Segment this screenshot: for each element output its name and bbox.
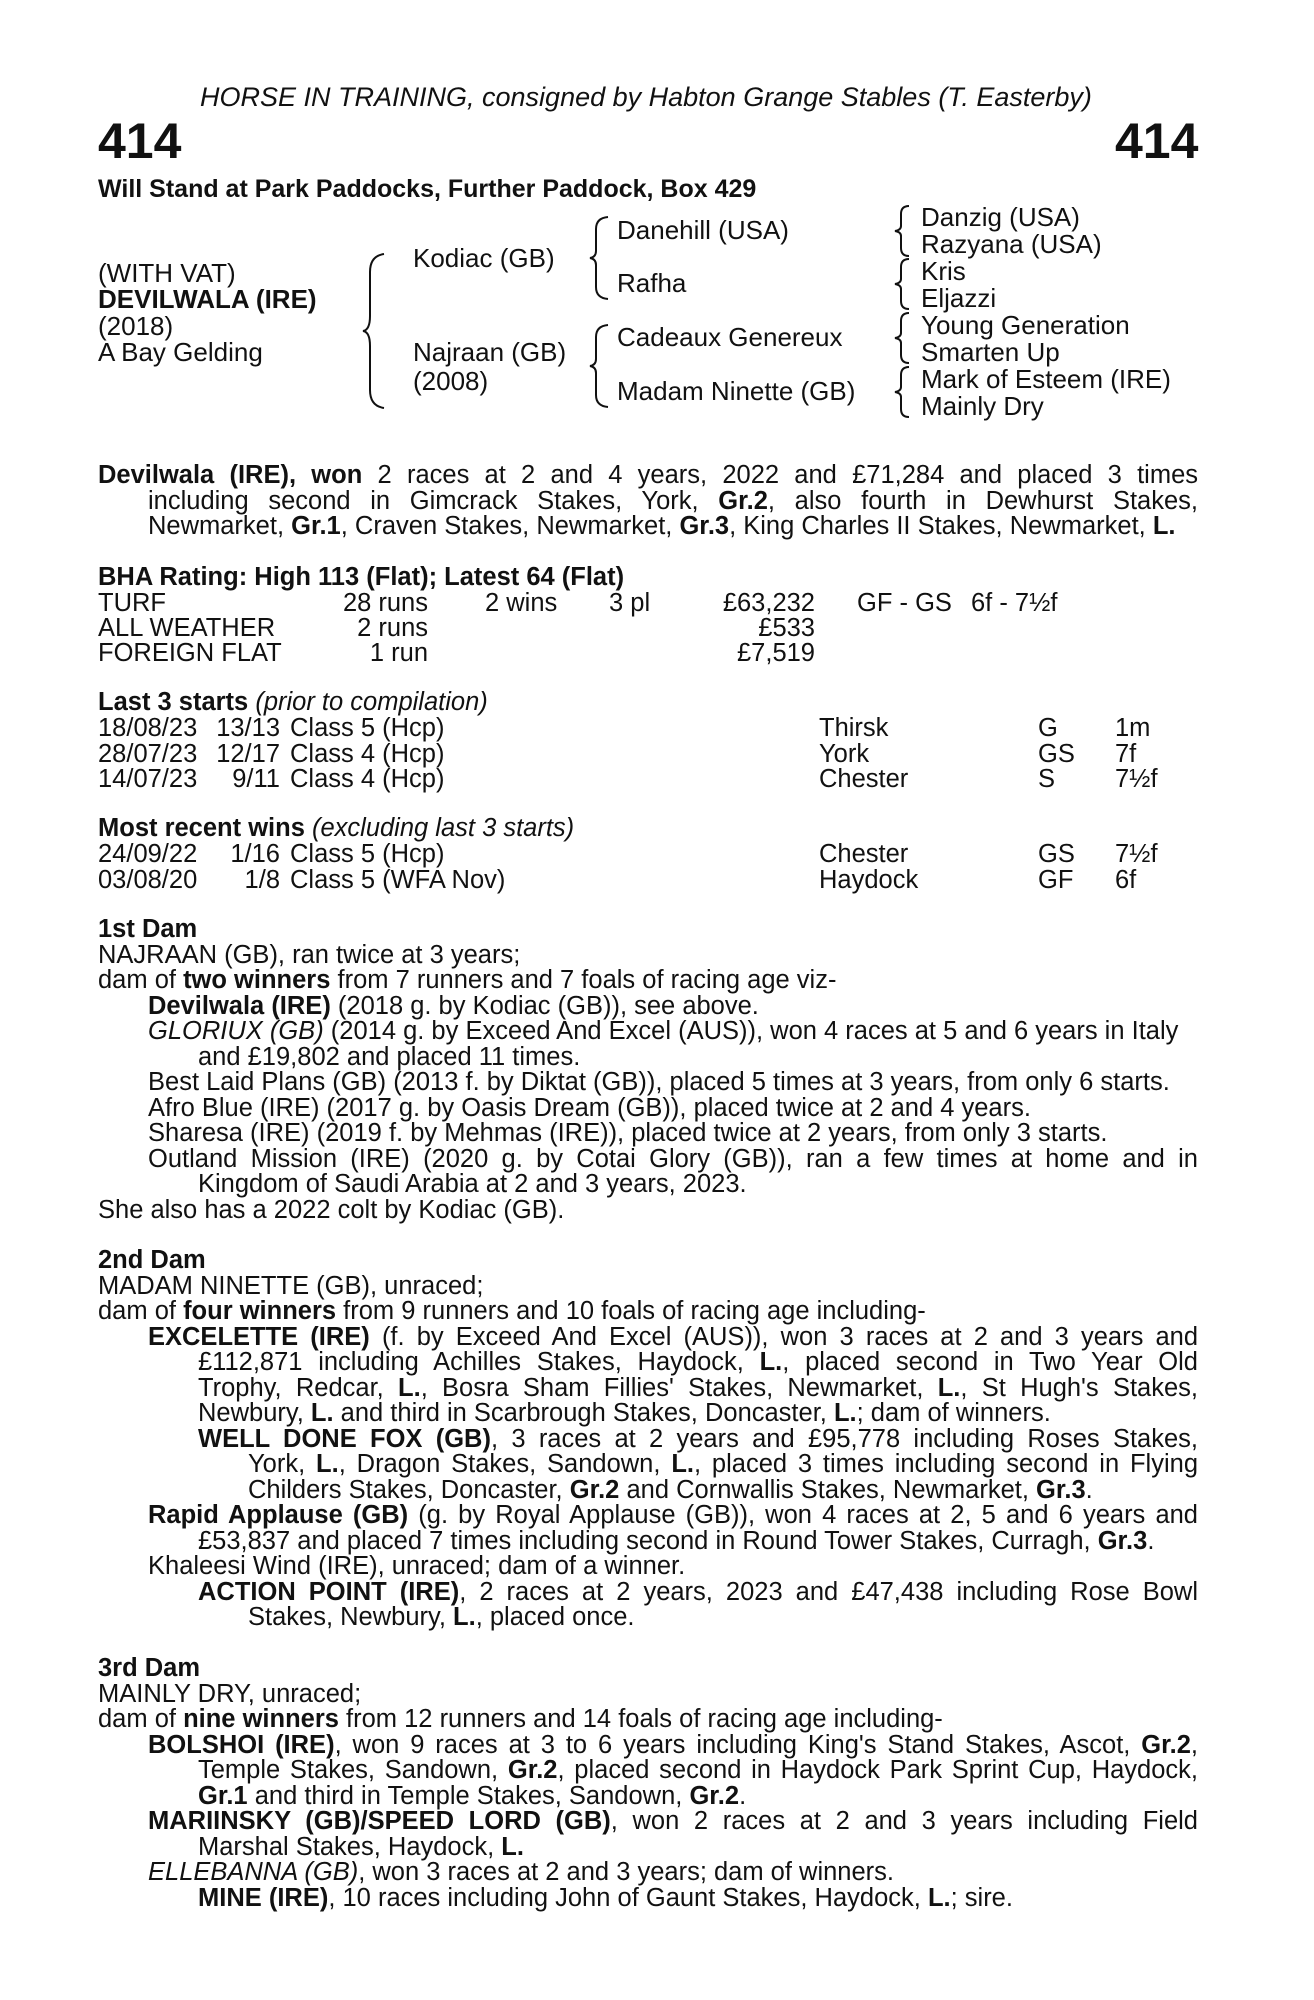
recent-going: GF xyxy=(1038,865,1074,894)
last3-position: 9/11 xyxy=(232,765,280,793)
listed-badge: L. xyxy=(453,1603,476,1631)
horse-name: DEVILWALA (IRE) xyxy=(98,284,317,314)
excelette-line-1: (f. by Exceed And Excel (AUS)), won 3 races at 2 and 3 years and xyxy=(381,1322,1198,1351)
last3-position: 13/13 xyxy=(216,714,280,742)
race-summary xyxy=(98,463,1198,540)
recent-heading xyxy=(98,816,574,842)
brace-ss xyxy=(893,204,913,258)
third-dam-title: 3rd Dam xyxy=(98,1654,201,1682)
rating-surface: ALL WEATHER xyxy=(98,614,276,642)
gr2-badge: Gr.2 xyxy=(689,1781,740,1810)
gen3-dss: Young Generation xyxy=(921,310,1130,340)
rating-surface: TURF xyxy=(98,589,166,617)
action-point-line-1: , 2 races at 2 years, 2023 and £47,438 including Rose Bowl xyxy=(459,1577,1198,1606)
rating-going: GF - GS xyxy=(857,589,952,617)
mine-line-1b: ; sire. xyxy=(950,1883,1013,1912)
produce-gloriux: GLORIUX (GB) xyxy=(148,1017,324,1045)
stand-location: Will Stand at Park Paddocks, Further Paddock, Box 429 xyxy=(98,175,757,203)
recent-course: Chester xyxy=(819,840,909,868)
lot-number-left: 414 xyxy=(98,113,182,169)
listed-badge: L. xyxy=(310,1399,334,1427)
gr2-badge: Gr.2 xyxy=(569,1475,620,1504)
produce-well-done-fox: WELL DONE FOX (GB) xyxy=(198,1424,491,1453)
gr2-badge: Gr.2 xyxy=(1141,1730,1191,1759)
summary-gr2: Gr.2 xyxy=(718,486,768,515)
produce-mine: MINE (IRE) xyxy=(198,1883,329,1912)
produce-bolshoi: BOLSHOI (IRE) xyxy=(148,1730,335,1759)
gen3-dsd: Smarten Up xyxy=(921,337,1060,367)
recent-position: 1/8 xyxy=(244,865,280,894)
produce-gloriux-desc-2: and £19,802 and placed 11 times. xyxy=(198,1042,581,1071)
sire-dam: Rafha xyxy=(617,268,687,298)
third-dam-l2a: dam of xyxy=(98,1705,176,1733)
excelette-line-3a: Trophy, Redcar, xyxy=(198,1373,384,1402)
last3-distance: 1m xyxy=(1115,714,1151,742)
listed-badge: L. xyxy=(927,1883,951,1912)
third-dam-section: 3rd Dam MAINLY DRY, unraced; dam of nine winners from 12 runners and 14 foals of racing age including- BOLSHOI (IRE), won 9 races at 3 to 6 years including King's Stand Stakes, Ascot, Gr.2, Temple Stakes, Sandown, Gr.2, placed second in Haydock Park Sprint Cup, Haydock, Gr.1 and third in Temple Stakes, Sandown, Gr.2. MARIINSKY (GB)/SPEED LORD (GB), won 2 races at 2 and 3 years including Field Marshal Stakes, Haydock, L. ELLEBANNA (GB), won 3 races at 2 and 3 years; dam of winners. MINE (IRE), 10 races including John of Gaunt Stakes, Haydock, L.; sire. xyxy=(98,1654,1198,1912)
action-point-line-2a: Stakes, Newbury, xyxy=(248,1603,446,1631)
pedigree-brace-dam xyxy=(588,323,612,409)
bolshoi-line-1: , won 9 races at 3 to 6 years including King's Stand Stakes, Ascot, xyxy=(334,1730,1131,1759)
rating-title: BHA Rating: High 113 (Flat); Latest 64 (Flat) xyxy=(98,563,625,591)
last3-date: 18/08/23 xyxy=(98,714,198,742)
rating-prize-money: £7,519 xyxy=(737,639,815,667)
recent-going: GS xyxy=(1038,840,1075,868)
listed-badge: L. xyxy=(316,1450,339,1478)
rating-prize-money: £533 xyxy=(758,614,815,642)
last3-position: 12/17 xyxy=(216,739,280,768)
produce-sharesa: Sharesa (IRE) (2019 f. by Mehmas (IRE)), placed twice at 2 years, from only 3 starts. xyxy=(148,1119,1108,1147)
summary-line-2b: , also fourth in Dewhurst Stakes, xyxy=(767,486,1198,515)
listed-badge: L. xyxy=(833,1399,857,1427)
well-done-fox-line-3b: and Cornwallis Stakes, Newmarket, xyxy=(626,1475,1029,1504)
last3-date: 28/07/23 xyxy=(98,739,198,768)
produce-excelette: EXCELETTE (IRE) xyxy=(148,1322,370,1351)
first-dam-l2a: dam of xyxy=(98,966,176,994)
first-dam-section xyxy=(98,917,1198,1223)
gen3-sdd: Eljazzi xyxy=(921,283,997,313)
third-dam-l2c: from 12 runners and 14 foals of racing age including- xyxy=(346,1705,943,1733)
recent-class: Class 5 (Hcp) xyxy=(290,840,445,868)
consignor-line: HORSE IN TRAINING, consigned by Habton Grange Stables (T. Easterby) xyxy=(200,82,1092,112)
gen3-sss: Danzig (USA) xyxy=(921,202,1080,232)
last3-class: Class 5 (Hcp) xyxy=(290,714,445,742)
excelette-line-2b: , placed second in Two Year Old xyxy=(782,1348,1198,1376)
well-done-fox-line-2b: , Dragon Stakes, Sandown, xyxy=(338,1450,661,1478)
dam-sire: Cadeaux Genereux xyxy=(617,322,843,352)
second-dam-l2c: from 9 runners and 10 foals of racing age including- xyxy=(343,1297,926,1325)
ellebanna-line-1: , won 3 races at 2 and 3 years; dam of winners. xyxy=(358,1858,894,1886)
second-dam-title: 2nd Dam xyxy=(98,1246,206,1274)
lot-number-right: 414 xyxy=(1115,113,1199,169)
last3-class: Class 4 (Hcp) xyxy=(290,739,445,768)
summary-gr1: Gr.1 xyxy=(291,512,341,540)
produce-devilwala: Devilwala (IRE) xyxy=(148,991,331,1020)
bolshoi-line-2a: Temple Stakes, Sandown, xyxy=(198,1756,499,1784)
recent-course: Haydock xyxy=(819,865,919,894)
sire-name: Kodiac (GB) xyxy=(413,243,555,273)
last3-going: G xyxy=(1038,714,1058,742)
horse-year: (2018) xyxy=(98,311,174,341)
second-dam-line-1: MADAM NINETTE (GB), unraced; xyxy=(98,1271,484,1300)
bolshoi-line-3: and third in Temple Stakes, Sandown, xyxy=(254,1781,683,1810)
last3-course: Thirsk xyxy=(819,714,889,742)
excelette-line-3b: , Bosra Sham Fillies' Stakes, Newmarket, xyxy=(420,1373,924,1402)
dam-name: Najraan (GB) xyxy=(413,337,567,367)
first-dam-footer: She also has a 2022 colt by Kodiac (GB). xyxy=(98,1195,565,1224)
gr3-badge: Gr.3 xyxy=(1036,1475,1086,1504)
rapid-applause-line-2: £53,837 and placed 7 times including second in Round Tower Stakes, Curragh, xyxy=(198,1526,1091,1555)
rating-prize-money: £63,232 xyxy=(722,589,815,617)
rating-runs: 2 runs xyxy=(357,614,428,642)
mariinsky-line-2: Marshal Stakes, Haydock, xyxy=(198,1832,495,1861)
excelette-line-4b: and third in Scarbrough Stakes, Doncaster, xyxy=(340,1399,827,1427)
rapid-applause-line-1: (g. by Royal Applause (GB)), won 4 races at 2, 5 and 6 years and xyxy=(418,1501,1198,1529)
produce-mariinsky: MARIINSKY (GB)/SPEED LORD (GB) xyxy=(148,1807,611,1835)
gen3-ssd: Razyana (USA) xyxy=(921,229,1102,259)
excelette-line-3c: , St Hugh's Stakes, xyxy=(960,1373,1198,1402)
second-dam-l2b: four winners xyxy=(183,1297,337,1325)
produce-gloriux-desc: (2014 g. by Exceed And Excel (AUS)), won 4 races at 5 and 6 years in Italy xyxy=(330,1017,1179,1045)
summary-line-3a: Newmarket, xyxy=(148,512,285,540)
excelette-line-4c: ; dam of winners. xyxy=(856,1399,1051,1427)
rating-places: 3 pl xyxy=(609,589,651,617)
pedigree-brace-sire xyxy=(588,215,612,301)
listed-badge: L. xyxy=(671,1450,694,1478)
recent-note: (excluding last 3 starts) xyxy=(311,814,575,842)
first-dam-line-1: NAJRAAN (GB), ran twice at 3 years; xyxy=(98,940,521,969)
excelette-line-4a: Newbury, xyxy=(198,1399,304,1427)
well-done-fox-line-2c: , placed 3 times including second in Flying xyxy=(693,1450,1199,1478)
rating-runs: 1 run xyxy=(369,639,428,667)
third-dam-line-1: MAINLY DRY, unraced; xyxy=(98,1679,362,1708)
last3-course: Chester xyxy=(819,765,909,793)
first-dam-l2c: from 7 runners and 7 foals of racing age viz- xyxy=(337,966,837,994)
produce-action-point: ACTION POINT (IRE) xyxy=(198,1577,460,1606)
last3-going: GS xyxy=(1038,739,1075,768)
last3-note: (prior to compilation) xyxy=(255,688,488,716)
last3-date: 14/07/23 xyxy=(98,765,198,793)
last3-course: York xyxy=(819,739,870,768)
gen3-sds: Kris xyxy=(921,256,966,286)
horse-description: A Bay Gelding xyxy=(98,337,263,367)
summary-listed: L. xyxy=(1152,512,1176,540)
produce-best-laid-plans: Best Laid Plans (GB) (2013 f. by Diktat (GB)), placed 5 times at 3 years, from only 6 starts. xyxy=(148,1068,1170,1096)
summary-gr3: Gr.3 xyxy=(679,512,730,540)
second-dam-section: 2nd Dam MADAM NINETTE (GB), unraced; dam of four winners from 9 runners and 10 foals of racing age including- EXCELETTE (IRE) (f. by Exceed And Excel (AUS)), won 3 races at 2 and 3 years and £112,871 including Achilles Stakes, Haydock, L., placed second in Two Year Old Trophy, Redcar, L., Bosra Sham Fillies' Stakes, Newmarket, L., St Hugh's Stakes, Newbury, L. and third in Scarbrough Stakes, Doncaster, L.; dam of winners. WELL DONE FOX (GB), 3 races at 2 years and £95,778 including Roses Stakes, York, L., Dragon Stakes, Sandown, L., placed 3 times including second in Flying Childers Stakes, Doncaster, Gr.2 and Cornwallis Stakes, Newmarket, Gr.3. Rapid Applause (GB) (g. by Royal Applause (GB)), won 4 races at 2, 5 and 6 years and £53,837 and placed 7 times including second in Round Tower Stakes, Curragh, Gr.3. Khaleesi Wind (IRE), unraced; dam of a winner. ACTION POINT (IRE), 2 races at 2 years, 2023 and £47,438 including Rose Bowl Stakes, Newbury, L., placed once. xyxy=(98,1246,1199,1631)
gr1-badge: Gr.1 xyxy=(198,1781,248,1810)
gen3-dds: Mark of Esteem (IRE) xyxy=(921,364,1171,394)
last3-going: S xyxy=(1038,765,1056,793)
recent-distance: 6f xyxy=(1115,865,1137,894)
well-done-fox-line-3a: Childers Stakes, Doncaster, xyxy=(248,1475,563,1504)
recent-title: Most recent wins xyxy=(98,814,305,842)
gen3-ddd: Mainly Dry xyxy=(921,391,1044,421)
recent-position: 1/16 xyxy=(230,840,280,868)
second-dam-l2a: dam of xyxy=(98,1297,176,1325)
brace-ds xyxy=(893,311,913,365)
listed-badge: L. xyxy=(501,1832,524,1861)
last3-class: Class 4 (Hcp) xyxy=(290,765,445,793)
summary-line-3c: , King Charles II Stakes, Newmarket, xyxy=(729,512,1146,540)
pedigree-brace-main xyxy=(360,252,390,410)
produce-devilwala-desc: (2018 g. by Kodiac (GB)), see above. xyxy=(337,991,759,1020)
brace-sd xyxy=(893,257,913,311)
produce-outland-mission-2: Kingdom of Saudi Arabia at 2 and 3 years, 2023. xyxy=(198,1170,747,1198)
third-dam-l2b: nine winners xyxy=(183,1705,339,1733)
listed-badge: L. xyxy=(759,1348,783,1376)
summary-line-1: 2 races at 2 and 4 years, 2022 and £71,284 and placed 3 times xyxy=(377,461,1198,489)
brace-dd xyxy=(893,365,913,419)
listed-badge: L. xyxy=(398,1373,421,1402)
mine-line-1: , 10 races including John of Gaunt Stakes, Haydock, xyxy=(328,1883,921,1912)
rating-distance: 6f - 7½f xyxy=(971,589,1058,617)
vat-note: (WITH VAT) xyxy=(98,258,236,288)
produce-rapid-applause: Rapid Applause (GB) xyxy=(148,1501,409,1529)
recent-distance: 7½f xyxy=(1115,840,1158,868)
produce-ellebanna: ELLEBANNA (GB) xyxy=(148,1858,359,1886)
first-dam-title: 1st Dam xyxy=(98,915,198,943)
gr3-badge: Gr.3 xyxy=(1097,1526,1148,1555)
gr2-badge: Gr.2 xyxy=(507,1756,558,1784)
produce-outland-mission: Outland Mission (IRE) (2020 g. by Cotai Glory (GB)), ran a few times at home and in xyxy=(148,1144,1198,1173)
recent-date: 24/09/22 xyxy=(98,840,198,868)
last3-distance: 7½f xyxy=(1115,765,1158,793)
summary-horse-name: Devilwala (IRE), xyxy=(98,461,297,489)
rating-wins: 2 wins xyxy=(485,589,558,617)
recent-date: 03/08/20 xyxy=(98,865,198,894)
last3-heading xyxy=(98,690,488,716)
bolshoi-line-2b: , placed second in Haydock Park Sprint Cup, Haydock, xyxy=(557,1756,1198,1784)
first-dam-l2b: two winners xyxy=(183,966,331,994)
summary-won: won xyxy=(311,461,363,489)
recent-class: Class 5 (WFA Nov) xyxy=(290,865,506,894)
sire-sire: Danehill (USA) xyxy=(617,215,789,245)
well-done-fox-line-1: , 3 races at 2 years and £95,778 including Roses Stakes, xyxy=(490,1424,1198,1453)
action-point-line-2b: , placed once. xyxy=(475,1603,635,1631)
listed-badge: L. xyxy=(937,1373,961,1402)
summary-line-2: including second in Gimcrack Stakes, York, xyxy=(148,486,699,515)
last3-title: Last 3 starts xyxy=(98,688,249,716)
last3-distance: 7f xyxy=(1115,739,1137,768)
produce-afro-blue: Afro Blue (IRE) (2017 g. by Oasis Dream (GB)), placed twice at 2 and 4 years. xyxy=(148,1093,1031,1122)
produce-khaleesi-wind: Khaleesi Wind (IRE), unraced; dam of a winner. xyxy=(148,1552,686,1580)
rating-runs: 28 runs xyxy=(342,589,428,617)
mariinsky-line-1: , won 2 races at 2 and 3 years including Field xyxy=(610,1807,1198,1835)
excelette-line-2a: £112,871 including Achilles Stakes, Haydock, xyxy=(198,1348,744,1376)
dam-dam: Madam Ninette (GB) xyxy=(617,376,856,406)
dam-year: (2008) xyxy=(413,366,489,396)
rating-surface: FOREIGN FLAT xyxy=(98,639,282,667)
well-done-fox-line-2a: York, xyxy=(248,1450,306,1478)
summary-line-3b: , Craven Stakes, Newmarket, xyxy=(340,512,673,540)
